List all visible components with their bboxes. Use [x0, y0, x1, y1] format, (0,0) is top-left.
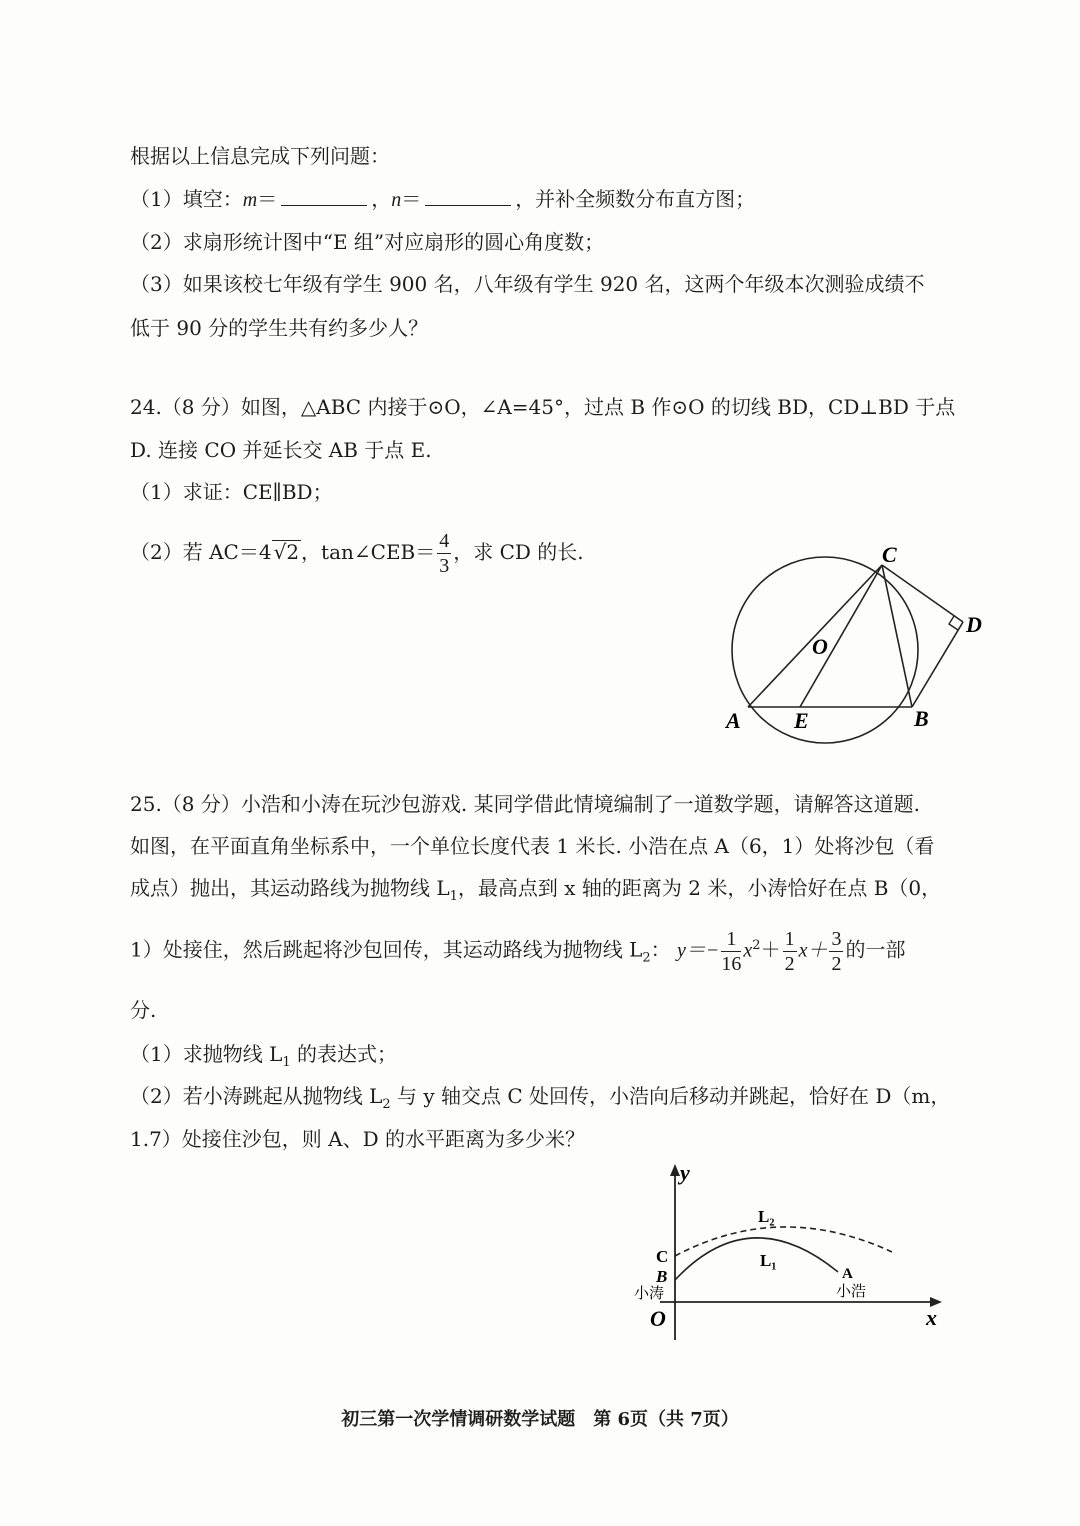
label-c: C: [882, 542, 897, 567]
page-footer: 初三第一次学情调研数学试题 第 6页（共 7页）: [341, 1409, 739, 1430]
sqrt-radicand: √2: [273, 540, 300, 564]
x-label: x: [926, 1305, 937, 1330]
label-a: A: [726, 708, 741, 733]
q25-part2-line1: （2）若小涛跳起从抛物线 $L_2$ 与 y 轴交点 C 处回传，小浩向后移动并跳起，恰好在 D（m，: [130, 1084, 951, 1112]
label-e: E: [794, 708, 809, 733]
q25-coordinate-graph: [630, 1160, 950, 1350]
q25-part1: （1）求抛物线 $L_1$ 的表达式；: [130, 1042, 398, 1070]
q24-stem-line2: D. 连接 CO 并延长交 AB 于点 E.: [130, 438, 432, 462]
q25-part2-line2: 1.7）处接住沙包，则 A、D 的水平距离为多少米？: [130, 1127, 585, 1151]
q23-intro: 根据以上信息完成下列问题：: [130, 144, 390, 168]
q23-part3-line1: （3）如果该校七年级有学生 900 名，八年级有学生 920 名，这两个年级本次测验成绩不: [130, 272, 925, 296]
q25-stem-line2: 如图，在平面直角坐标系中，一个单位长度代表 1 米长. 小浩在点 A（6，1）处将沙包（看: [130, 834, 935, 858]
q25-stem-line5: 分.: [130, 998, 157, 1022]
q24-part1: （1）求证：CE∥BD；: [130, 480, 333, 504]
label-b: B: [914, 706, 929, 731]
q23-part3-line2: 低于 90 分的学生共有约多少人？: [130, 316, 429, 340]
point-c-label: C: [656, 1247, 669, 1266]
fraction-1-16: $\frac{1}{16}$: [721, 927, 742, 975]
fraction-3-2: $\frac{3}{2}$: [831, 927, 842, 975]
q25-stem-line4: 1）处接住，然后跳起将沙包回传，其运动路线为抛物线 $L_2$： y＝− $\frac{1}{16}$ $x^2+$ $\frac{1}{2}$ x＋ $\frac{3}{2}$ 的一部: [130, 927, 906, 975]
fraction-1-2: $\frac{1}{2}$: [784, 927, 795, 975]
y-label: y: [680, 1160, 690, 1185]
l2-label: L₂: [758, 1207, 775, 1226]
origin-label: O: [650, 1306, 666, 1331]
q25-stem-line3: 成点）抛出，其运动路线为抛物线 $L_1$，最高点到 x 轴的距离为 2 米，小涛恰好在点 B（0，: [130, 876, 942, 904]
y-axis-arrow: [670, 1164, 680, 1176]
point-b-label: B: [656, 1267, 668, 1286]
segment-cb: [882, 565, 912, 707]
point-a-label: A: [842, 1266, 853, 1282]
answer-blank-n: [425, 187, 511, 206]
label-d: D: [966, 612, 982, 637]
q24-part2: （2）若 AC＝4 √2 ，tan∠CEB＝ $\frac{4}{3}$ ，求 CD 的长.: [130, 530, 584, 577]
segment-bd: [912, 622, 963, 707]
parabola-l1: [675, 1238, 838, 1280]
label-o: O: [812, 634, 828, 659]
l1-label: L₁: [760, 1251, 777, 1270]
fraction-4-3: $\frac{4}{3}$: [439, 530, 450, 577]
segment-cd: [882, 565, 963, 622]
q24-stem-line1: 24.（8 分）如图，△ABC 内接于⊙O，∠A=45°，过点 B 作⊙O 的切线 BD，CD⊥BD 于点: [130, 395, 956, 419]
xiaohao-label: 小浩: [836, 1284, 867, 1300]
q25-stem-line1: 25.（8 分）小浩和小涛在玩沙包游戏. 某同学借此情境编制了一道数学题，请解答这道题.: [130, 792, 920, 816]
q23-part1: （1）填空：m＝ ，n＝ ，并补全频数分布直方图；: [130, 187, 756, 211]
xiaotao-label: 小涛: [634, 1286, 665, 1302]
answer-blank-m: [281, 187, 367, 206]
q24-circle-figure: [720, 540, 1000, 780]
q23-part2: （2）求扇形统计图中“E 组”对应扇形的圆心角度数；: [130, 230, 605, 254]
